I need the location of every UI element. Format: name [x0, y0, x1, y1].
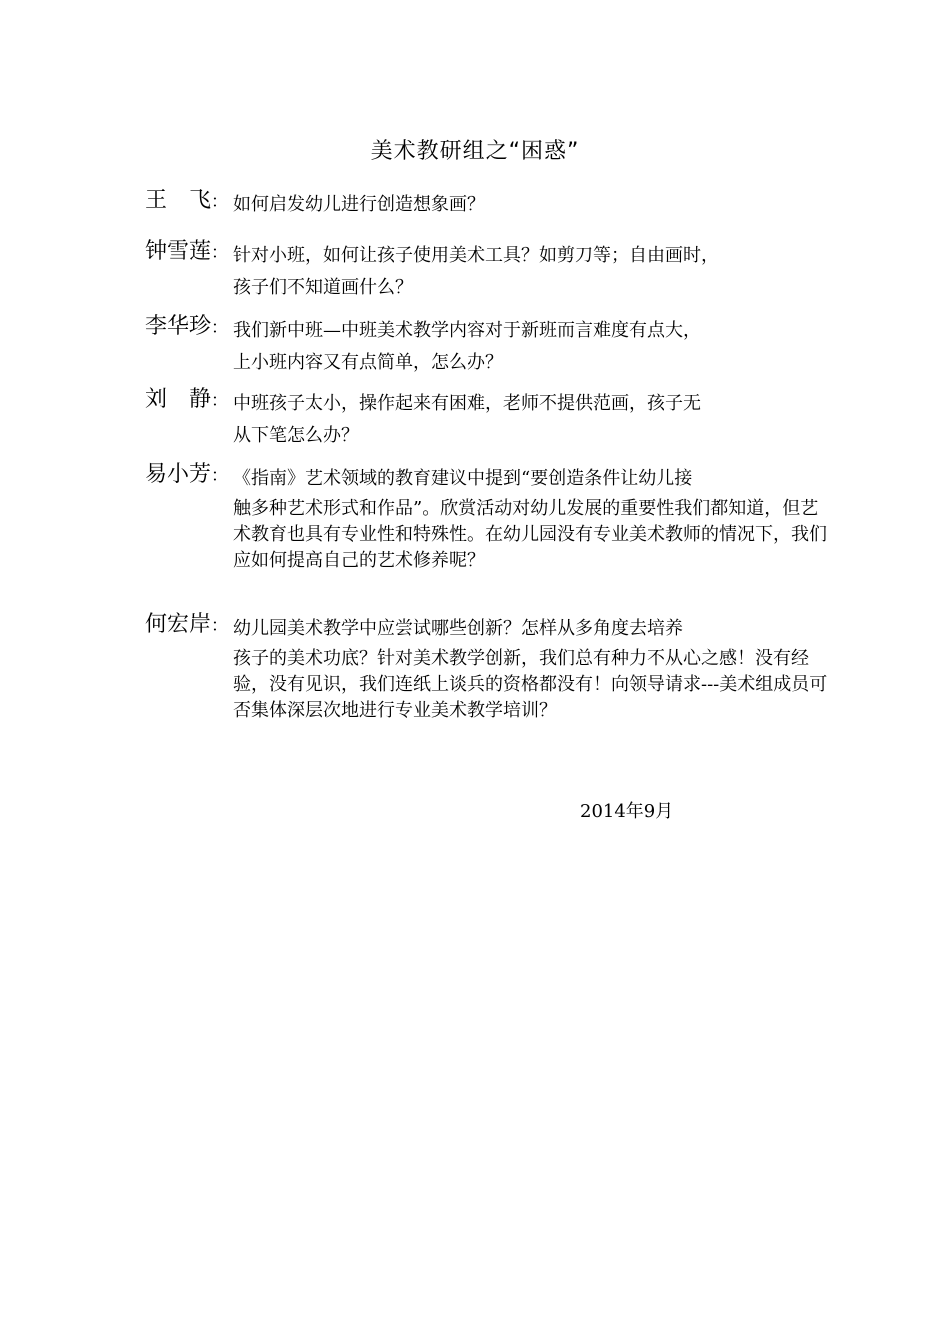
speaker-colon: ： [211, 243, 229, 263]
entry-text-first-line: 我们新中班—中班美术教学内容对于新班而言难度有点大， [233, 320, 701, 341]
speaker-colon: ： [211, 616, 229, 636]
entry-text-continuation: 上小班内容又有点简单，怎么办？ [233, 352, 503, 373]
entry-text: 如何启发幼儿进行创造想象画？ [233, 194, 485, 215]
speaker-colon: ： [211, 466, 229, 486]
speaker-name [145, 312, 228, 343]
speaker-label: 何宏岸 [145, 612, 212, 637]
speaker-colon: ： [211, 192, 229, 212]
speaker-name [145, 460, 228, 491]
speaker-name [145, 186, 228, 217]
entry-text-continuation: 触多种艺术形式和作品”。欣赏活动对幼儿发展的重要性我们都知道，但艺术教育也具有专业性和特殊性。在幼儿园没有专业美术教师的情况下，我们应如何提高自己的艺术修养呢？ [233, 498, 827, 571]
speaker-name [145, 610, 228, 641]
entry-text-continuation: 孩子们不知道画什么？ [233, 277, 413, 298]
document-date: 2014年9月 [580, 801, 674, 822]
speaker-name [145, 237, 228, 268]
speaker-label: 王 飞 [145, 188, 212, 213]
entry-text-first-line: 幼儿园美术教学中应尝试哪些创新？怎样从多角度去培养 [233, 618, 683, 639]
speaker-label: 李华珍 [145, 314, 212, 339]
speaker-label: 刘 静 [145, 387, 212, 412]
entry-text-first-line: 《指南》艺术领域的教育建议中提到“要创造条件让幼儿接 [233, 468, 693, 489]
speaker-label: 易小芳 [145, 462, 212, 487]
entry-text-continuation: 从下笔怎么办？ [233, 425, 359, 446]
entry-text-continuation: 孩子的美术功底？针对美术教学创新，我们总有种力不从心之感！没有经验，没有见识，我们连纸上谈兵的资格都没有！向领导请求---美术组成员可否集体深层次地进行专业美术教学培训？ [233, 648, 828, 721]
speaker-colon: ： [211, 318, 229, 338]
document-title: 美术教研组之“困惑” [370, 139, 580, 164]
entry-text-first-line: 中班孩子太小，操作起来有困难，老师不提供范画，孩子无 [233, 393, 701, 414]
speaker-name [145, 385, 228, 416]
entry-text-first-line: 针对小班，如何让孩子使用美术工具？如剪刀等；自由画时， [233, 245, 719, 266]
speaker-colon: ： [211, 391, 229, 411]
speaker-label: 钟雪莲 [145, 239, 212, 264]
